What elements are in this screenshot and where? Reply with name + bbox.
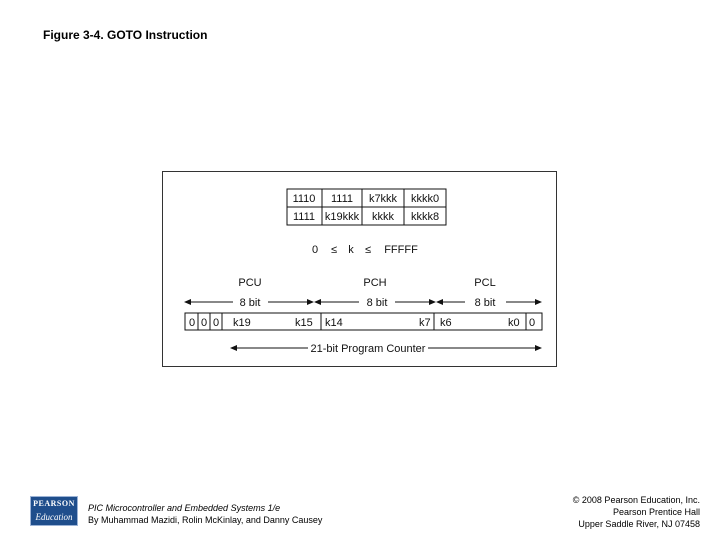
- pc-bit-fixed-3: 0: [213, 317, 220, 329]
- publisher: Pearson Prentice Hall: [612, 507, 700, 517]
- word2-k8-field: kkkk8: [410, 211, 440, 223]
- book-authors: By Muhammad Mazidi, Rolin McKinlay, and Danny Causey: [88, 515, 323, 525]
- word1-k7-field: k7kkk: [368, 193, 398, 205]
- copyright: © 2008 Pearson Education, Inc.: [572, 495, 700, 505]
- width-pch: 8 bit: [366, 297, 388, 309]
- word2-opcode: 1111: [292, 211, 316, 223]
- goto-instruction-figure: [162, 171, 557, 367]
- range-op-1: ≤: [330, 244, 338, 256]
- range-op-2: ≤: [364, 244, 372, 256]
- word1-k0-field: kkkk0: [410, 193, 440, 205]
- range-low: 0: [311, 244, 319, 256]
- word2-k19-field: k19kkk: [324, 211, 360, 223]
- pc-bit-k14: k14: [325, 317, 343, 329]
- register-pch: PCH: [363, 277, 387, 289]
- pc-bit-20: 0: [189, 317, 196, 329]
- goto-diagram: [163, 172, 558, 368]
- word2-middle-field: kkkk: [372, 211, 394, 223]
- publisher-address: Upper Saddle River, NJ 07458: [578, 519, 700, 529]
- word1-opcode-high: 1110: [292, 193, 316, 205]
- footer-left: [88, 502, 322, 526]
- pc-bit-k0: k0: [508, 317, 520, 329]
- pc-bit-fixed-2: 0: [201, 317, 208, 329]
- range-variable: k: [348, 244, 354, 256]
- word1-opcode-low: 1111: [330, 193, 354, 205]
- register-pcu: PCU: [238, 277, 262, 289]
- pc-bit-k19: k19: [233, 317, 251, 329]
- pc-bit-0: 0: [529, 317, 536, 329]
- footer-right: [573, 494, 700, 530]
- pc-bit-k15: k15: [295, 317, 313, 329]
- logo-bottom-text: Education: [35, 512, 73, 522]
- pc-bit-k7: k7: [419, 317, 431, 329]
- range-high: FFFFF: [384, 244, 418, 256]
- slide-title: Figure 3-4. GOTO Instruction: [43, 28, 208, 42]
- pearson-logo: [30, 496, 78, 526]
- pc-width-label: 21-bit Program Counter: [310, 343, 426, 355]
- width-pcl: 8 bit: [474, 297, 496, 309]
- book-title: PIC Microcontroller and Embedded Systems 1/e: [88, 503, 281, 513]
- register-pcl: PCL: [474, 277, 496, 289]
- width-pcu: 8 bit: [239, 297, 261, 309]
- pc-bit-k6: k6: [440, 317, 452, 329]
- logo-top-text: PEARSON: [33, 499, 75, 508]
